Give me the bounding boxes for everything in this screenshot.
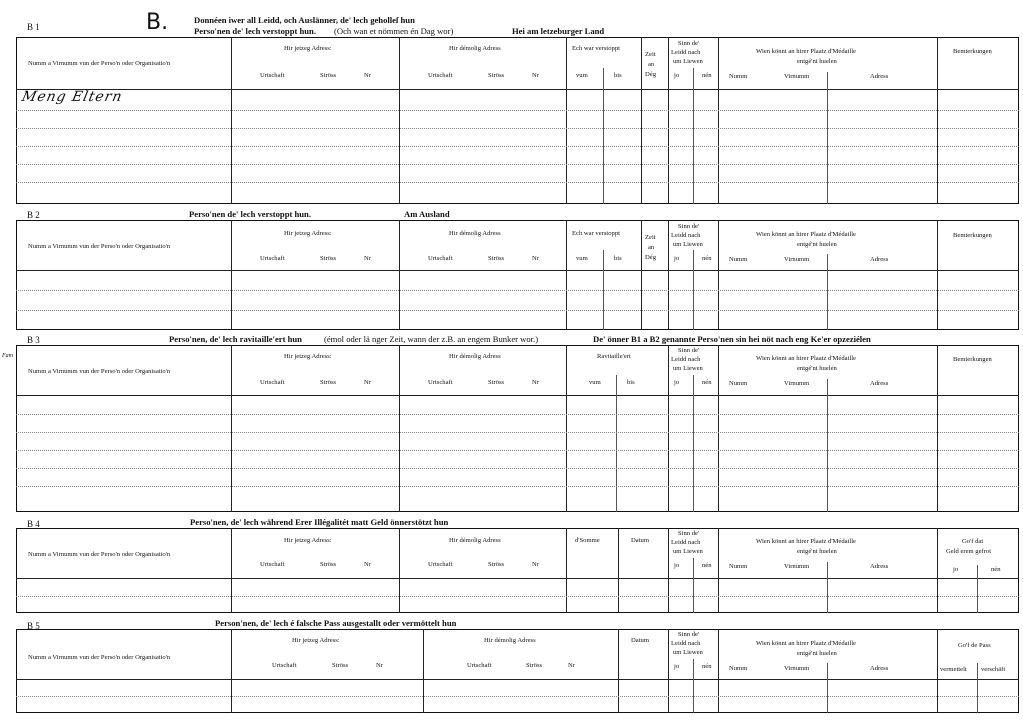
section-id-b4: B 4 [27, 519, 40, 529]
b2-col-former-address: Hir démolig Adress [449, 230, 501, 237]
b3-sub-street: Ströss [320, 379, 337, 386]
b1-sub-from: vum [576, 72, 588, 79]
b4-sub-yes: jo [674, 562, 680, 569]
b1-col-risk-3: um Liewen [673, 58, 703, 65]
b1-col-hidden: Ech war verstoppt [572, 45, 620, 52]
b1-sub-street: Ströss [320, 72, 337, 79]
b5-col-risk-2: Leidd nach [671, 640, 701, 647]
b1-col-risk-2: Leidd nach [671, 49, 701, 56]
b4-col-money-back-1: Go'f dat [962, 538, 984, 545]
b4-col-risk-1: Sinn de' [678, 530, 700, 537]
b3-col-remarks: Bemierkungen [953, 356, 992, 363]
section-id-b5: B 5 [27, 621, 40, 631]
b5-sub-yes: jo [674, 663, 680, 670]
b3-col-risk-2: Leidd nach [671, 356, 701, 363]
b3-col-risk-1: Sinn de' [678, 347, 700, 354]
b1-sub-no: nén [702, 72, 712, 79]
section-id-b1: B 1 [27, 22, 40, 32]
form-title-line2: Perso'nen de' lech verstoppt hun. [194, 26, 316, 36]
b2-col-hidden: Ech war verstoppt [572, 230, 620, 237]
b1-sub-address: Adress [870, 73, 889, 80]
b2-col-time-3: Dég [645, 254, 656, 261]
b2-col-time-1: Zeit [645, 234, 656, 241]
b1-col-time-2: an [648, 61, 655, 68]
b4-heading: Perso'nen, de' lech während Erer Illégalitét matt Geld önnerstötzt hun [190, 517, 449, 527]
b5-sub-street: Ströss [332, 662, 349, 669]
b4-sub-street: Ströss [320, 561, 337, 568]
b3-col-current-address: Hir jetzeg Adress: [284, 353, 332, 360]
b5-col-passport: Go'f de Pass [958, 642, 991, 649]
b3-col-risk-3: um Liewen [673, 365, 703, 372]
b1-col-time-3: Dég [645, 71, 656, 78]
b3-sub-nr: Nr [364, 379, 371, 386]
b3-sub-nr-2: Nr [532, 379, 539, 386]
b1-sub-to: bis [614, 72, 622, 79]
form-title-line1: Donnéen iwer all Leidd, och Auslänner, de' lech geholleſ hun [194, 15, 415, 25]
margin-note: Fam [2, 353, 13, 359]
b5-sub-nr: Nr [376, 662, 383, 669]
b5-sub-nr-2: Nr [568, 662, 575, 669]
b5-col-medal-1: Wien könnt an hirer Plaatz d'Médaille [756, 640, 856, 647]
b4-col-money-back-2: Geld erem gefrot [946, 548, 992, 555]
b3-sub-from: vum [589, 379, 601, 386]
b1-sub-nr-2: Nr [532, 72, 539, 79]
b2-col-name: Numm a Virnumm vun der Perso'n oder Organisatio'n [28, 243, 171, 250]
b4-sub-yes-2: jo [953, 566, 959, 573]
b4-sub-address: Adress [870, 563, 889, 570]
b4-col-medal-2: entgé'nt huelen [797, 548, 837, 555]
b1-sub-yes: jo [674, 72, 680, 79]
form-title-note: (Och wan et nömmen én Dag wor) [334, 26, 454, 36]
b3-col-medal-1: Wien könnt an hirer Plaatz d'Médaille [756, 355, 856, 362]
b4-col-sum: d'Somme [575, 537, 600, 544]
b4-col-risk-3: um Liewen [673, 548, 703, 555]
b2-col-risk-3: um Liewen [673, 241, 703, 248]
b2-sub-address: Adress [870, 256, 889, 263]
b3-sub-name: Numm [729, 380, 748, 387]
b5-col-current-address: Hir jetzeg Adress: [292, 637, 340, 644]
b5-sub-no: nén [702, 663, 712, 670]
form-title-place: Hei am letzeburger Land [512, 26, 605, 36]
b4-col-former-address: Hir démolig Adress [449, 537, 501, 544]
b3-sub-street-2: Ströss [488, 379, 505, 386]
b3-col-medal-2: entgé'nt huelen [797, 365, 837, 372]
b4-col-date: Datum [631, 537, 649, 544]
b5-col-name: Numm a Virnumm vun der Perso'n oder Organisatio'n [28, 654, 171, 661]
b3-sub-to: bis [627, 379, 635, 386]
b1-col-current-address: Hir jetzeg Adress: [284, 45, 332, 52]
b5-sub-place: Urtschaft [272, 662, 297, 669]
b3-sub-place: Urtschaft [260, 379, 285, 386]
b2-sub-street: Ströss [320, 255, 337, 262]
b5-col-date: Datum [631, 637, 649, 644]
b3-sub-place-2: Urtschaft [428, 379, 453, 386]
b3-heading: Perso'nen, de' lech ravitaille'ert hun [169, 334, 302, 344]
b2-col-medal-2: entgé'nt huelen [797, 241, 837, 248]
b1-sub-place: Urtschaft [260, 72, 285, 79]
b2-sub-no: nén [702, 255, 712, 262]
b4-sub-first: Virnumm [784, 563, 810, 570]
b1-header-divider [16, 89, 1019, 90]
b5-col-medal-2: entgé'nt huelen [797, 650, 837, 657]
b5-sub-issued: vermettelt [940, 666, 967, 673]
b5-sub-name: Numm [729, 665, 748, 672]
b4-sub-nr: Nr [364, 561, 371, 568]
b2-table [16, 220, 1019, 330]
b2-col-time-2: an [648, 244, 655, 251]
b5-heading: Person'nen, de' lech é falsche Pass ausgestallt oder vermöttelt hun [215, 618, 457, 628]
b5-col-former-address: Hir démolig Adress [484, 637, 536, 644]
b4-sub-name: Numm [729, 563, 748, 570]
b4-sub-no: nén [702, 562, 712, 569]
section-id-b3: B 3 [27, 335, 40, 345]
b2-col-risk-2: Leidd nach [671, 232, 701, 239]
section-id-b2: B 2 [27, 210, 40, 220]
b1-sub-first: Virnumm [784, 73, 810, 80]
b2-sub-nr-2: Nr [532, 255, 539, 262]
b2-col-medal-1: Wien könnt an hirer Plaatz d'Médaille [756, 231, 856, 238]
b1-col-medal-2: entgé'nt huelen [797, 58, 837, 65]
b5-col-risk-3: um Liewen [673, 649, 703, 656]
b1-col-medal-1: Wien könnt an hirer Plaatz d'Médaille [756, 48, 856, 55]
b1-col-risk-1: Sinn de' [678, 40, 700, 47]
b1-col-remarks: Bemierkungen [953, 48, 992, 55]
b4-sub-street-2: Ströss [488, 561, 505, 568]
b1-col-time-1: Zeit [645, 51, 656, 58]
b3-sub-first: Virnumm [784, 380, 810, 387]
b5-sub-procured: verschäft [981, 666, 1006, 673]
b2-sub-nr: Nr [364, 255, 371, 262]
b3-col-former-address: Hir démolig Adress [449, 353, 501, 360]
b4-col-name: Numm a Virnumm vun der Perso'n oder Organisatio'n [28, 551, 171, 558]
b4-col-medal-1: Wien könnt an hirer Plaatz d'Médaille [756, 538, 856, 545]
b4-col-current-address: Hir jetzeg Adress: [284, 537, 332, 544]
b2-col-risk-1: Sinn de' [678, 223, 700, 230]
b4-table [16, 528, 1019, 613]
b5-sub-street-2: Ströss [526, 662, 543, 669]
b1-handwritten-entry: Meng Eltern [20, 89, 125, 105]
b2-col-current-address: Hir jetzeg Adress: [284, 230, 332, 237]
b2-col-remarks: Bemierkungen [953, 232, 992, 239]
b4-sub-place: Urtschaft [260, 561, 285, 568]
b1-sub-name: Numm [729, 73, 748, 80]
b5-sub-place-2: Urtschaft [467, 662, 492, 669]
b1-sub-street-2: Ströss [488, 72, 505, 79]
b2-sub-first: Virnumm [784, 256, 810, 263]
b2-sub-place: Urtschaft [260, 255, 285, 262]
b2-sub-place-2: Urtschaft [428, 255, 453, 262]
b5-sub-first: Virnumm [784, 665, 810, 672]
b2-sub-from: vum [576, 255, 588, 262]
b4-sub-no-2: nén [991, 566, 1001, 573]
b5-sub-address: Adress [870, 665, 889, 672]
b5-col-risk-1: Sinn de' [678, 631, 700, 638]
b2-sub-name: Numm [729, 256, 748, 263]
form-letter: B. [146, 10, 169, 35]
b4-sub-nr-2: Nr [532, 561, 539, 568]
b4-sub-place-2: Urtschaft [428, 561, 453, 568]
b2-heading-right: Am Ausland [404, 209, 450, 219]
b1-sub-nr: Nr [364, 72, 371, 79]
b2-sub-to: bis [614, 255, 622, 262]
b3-heading-right: De' önner B1 a B2 genannte Perso'nen sin hei nöt nach eng Ke'er opzeziélen [593, 334, 871, 344]
b2-sub-yes: jo [674, 255, 680, 262]
b3-sub-address: Adress [870, 380, 889, 387]
b2-heading: Perso'nen de' lech verstoppt hun. [189, 209, 311, 219]
b2-sub-street-2: Ströss [488, 255, 505, 262]
b3-col-supplied: Ravitaille'ert [597, 353, 631, 360]
b3-sub-no: nén [702, 379, 712, 386]
b3-col-name: Numm a Virnumm vun der Perso'n oder Organisatio'n [28, 368, 171, 375]
b3-heading-note: (émol oder lä nger Zeit, wann der z.B. an engem Bunker wor.) [324, 334, 539, 344]
b3-sub-yes: jo [674, 379, 680, 386]
b1-col-former-address: Hir démolig Adress [449, 45, 501, 52]
b1-sub-place-2: Urtschaft [428, 72, 453, 79]
b1-col-name: Numm a Virnumm vun der Perso'n oder Organisatio'n [28, 60, 171, 67]
b4-col-risk-2: Leidd nach [671, 539, 701, 546]
